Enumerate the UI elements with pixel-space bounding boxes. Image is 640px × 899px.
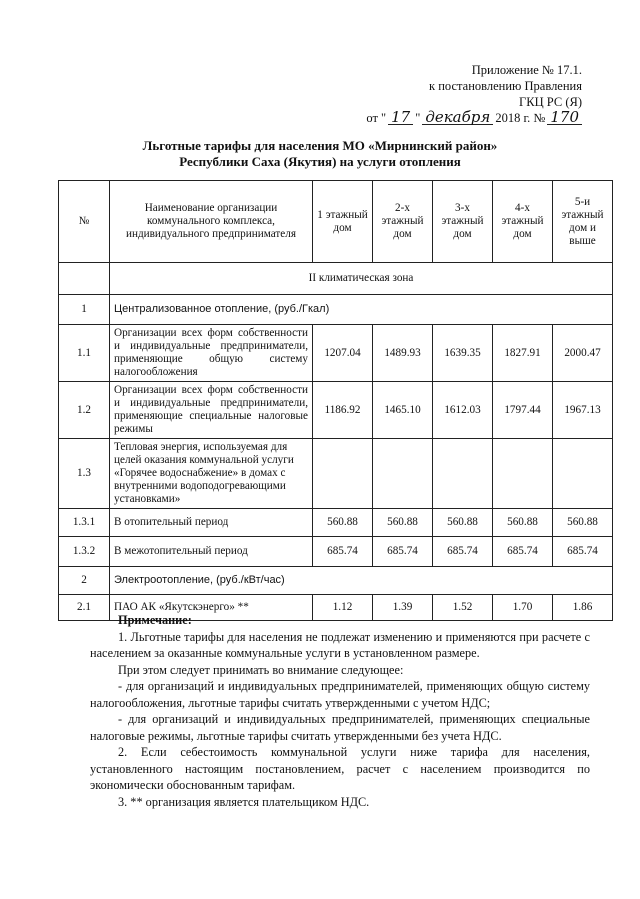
table-header-row: [59, 181, 613, 263]
row-num: 1.3.1: [59, 509, 110, 537]
row-value: 560.88: [373, 509, 433, 537]
date-quote: ": [415, 111, 421, 125]
row-name: Организации всех форм собственности и индивидуальные предприниматели, применяющие специальные налоговые режимы: [110, 382, 313, 439]
row-value: 2000.47: [553, 325, 613, 382]
row-value: 560.88: [493, 509, 553, 537]
header-4-floor: 4-х этажный дом: [493, 181, 553, 263]
note-1-sub: При этом следует принимать во внимание следующее:: [118, 662, 404, 677]
row-num: 2.1: [59, 595, 110, 621]
table-row: [59, 439, 613, 509]
title-line-1: Льготные тарифы для населения МО «Мирнинский район»: [142, 138, 498, 153]
note-1-general-tax: - для организаций и индивидуальных предпринимателей, применяющих общую систему налогообложения, льготные тарифы считать утвержденными с учетом НДС;: [90, 679, 590, 710]
row-value: 1639.35: [433, 325, 493, 382]
zone-row: [59, 263, 613, 295]
row-value: 1612.03: [433, 382, 493, 439]
appendix-reference: к постановлению Правления: [429, 79, 582, 93]
row-value: 1186.92: [313, 382, 373, 439]
appendix-dateline: [366, 110, 582, 126]
document-title: [60, 138, 580, 170]
header-2-floor: 2-х этажный дом: [373, 181, 433, 263]
row-value: [493, 439, 553, 509]
note-2: 2. Если себестоимость коммунальной услуги ниже тарифа для населения, установленного настоящим постановлением, расчет с населением производится по экономически обоснованным тарифам.: [90, 745, 590, 792]
row-value: [313, 439, 373, 509]
title-line-2: Республики Саха (Якутия) на услуги отопления: [179, 154, 461, 169]
header-3-floor: 3-х этажный дом: [433, 181, 493, 263]
row-value: 1797.44: [493, 382, 553, 439]
row-value: 685.74: [493, 537, 553, 567]
row-value: 1.52: [433, 595, 493, 621]
row-value: 560.88: [433, 509, 493, 537]
row-name: ПАО АК «Якутскэнерго» **: [110, 595, 313, 621]
notes-section: [90, 612, 590, 810]
row-value: [553, 439, 613, 509]
note-1-special-tax: - для организаций и индивидуальных предпринимателей, применяющих специальные налоговые режимы, льготные тарифы считать утвержденными без учета НДС.: [90, 712, 590, 743]
date-prefix: от ": [366, 111, 387, 125]
table-row: [59, 382, 613, 439]
row-value: 560.88: [313, 509, 373, 537]
table-row: [59, 537, 613, 567]
row-value: [433, 439, 493, 509]
row-value: 560.88: [553, 509, 613, 537]
section-2-label: Электроотопление, (руб./кВт/час): [110, 567, 613, 595]
row-name: Тепловая энергия, используемая для целей оказания коммунальной услуги «Горячее водоснабжение» в домах с внутренними водоподогревающими установками»: [110, 439, 313, 509]
notes-heading: Примечание:: [118, 613, 192, 627]
section-1-num: 1: [59, 295, 110, 325]
zone-label: II климатическая зона: [110, 263, 613, 295]
handwritten-month: декабря: [422, 110, 493, 125]
header-5-floor: 5-и этажный дом и выше: [553, 181, 613, 263]
header-num: №: [59, 181, 110, 263]
row-value: 1.12: [313, 595, 373, 621]
row-value: 1827.91: [493, 325, 553, 382]
header-name: Наименование организации коммунального комплекса, индивидуального предпринимателя: [110, 181, 313, 263]
row-value: 1.86: [553, 595, 613, 621]
zone-empty-cell: [59, 263, 110, 295]
row-value: 1967.13: [553, 382, 613, 439]
section-2-num: 2: [59, 567, 110, 595]
row-num: 1.3.2: [59, 537, 110, 567]
section-1-label: Централизованное отопление, (руб./Гкал): [110, 295, 613, 325]
row-value: [373, 439, 433, 509]
handwritten-day: 17: [388, 110, 413, 125]
section-row-1: [59, 295, 613, 325]
header-1-floor: 1 этажный дом: [313, 181, 373, 263]
section-row-2: [59, 567, 613, 595]
appendix-number: Приложение № 17.1.: [471, 63, 582, 77]
table-row: [59, 509, 613, 537]
row-value: 1.70: [493, 595, 553, 621]
row-value: 685.74: [553, 537, 613, 567]
row-value: 1465.10: [373, 382, 433, 439]
tariffs-table: [58, 180, 613, 621]
row-value: 1489.93: [373, 325, 433, 382]
note-1: 1. Льготные тарифы для населения не подлежат изменению и применяются при расчете с населением за оказанные коммунальные услуги в установленном размере.: [90, 629, 590, 660]
appendix-header: [366, 62, 582, 126]
table-row: [59, 325, 613, 382]
row-num: 1.1: [59, 325, 110, 382]
row-value: 1.39: [373, 595, 433, 621]
row-value: 1207.04: [313, 325, 373, 382]
appendix-authority: ГКЦ РС (Я): [519, 95, 582, 109]
note-3: 3. ** организация является плательщиком НДС.: [118, 794, 370, 809]
row-name: В отопительный период: [110, 509, 313, 537]
row-name: В межотопительный период: [110, 537, 313, 567]
handwritten-number: 170: [547, 110, 582, 125]
row-value: 685.74: [433, 537, 493, 567]
date-year: 2018 г. №: [495, 111, 546, 125]
row-num: 1.2: [59, 382, 110, 439]
row-value: 685.74: [313, 537, 373, 567]
row-value: 685.74: [373, 537, 433, 567]
row-num: 1.3: [59, 439, 110, 509]
row-name: Организации всех форм собственности и индивидуальные предприниматели, применяющие общую систему налогообложения: [110, 325, 313, 382]
